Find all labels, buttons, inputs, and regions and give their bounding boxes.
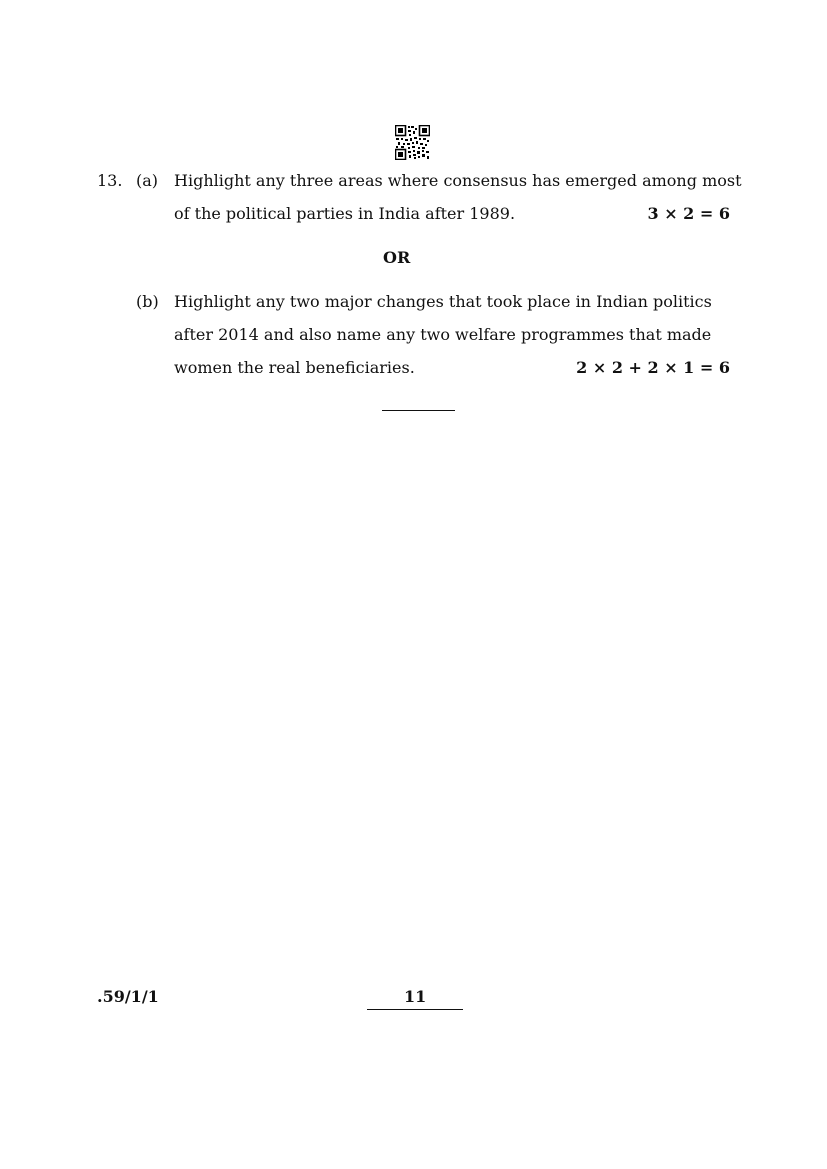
question-number: 13.: [97, 171, 123, 190]
part-a-label: (a): [136, 171, 159, 190]
or-separator: OR: [383, 248, 411, 267]
part-b-label: (b): [136, 292, 159, 311]
part-a-marks: 3 × 2 = 6: [647, 204, 730, 223]
part-b-line-3: women the real beneficiaries.: [174, 358, 415, 377]
part-b-marks: 2 × 2 + 2 × 1 = 6: [576, 358, 730, 377]
part-b-line-2: after 2014 and also name any two welfare programmes that made: [174, 325, 712, 344]
part-a-line-1: Highlight any three areas where consensus has emerged among most: [174, 171, 742, 190]
paper-code: .59/1/1: [97, 987, 159, 1006]
page-number: 11: [404, 987, 427, 1006]
part-a-line-2: of the political parties in India after 1989.: [174, 204, 516, 223]
end-divider: [382, 410, 455, 411]
part-b-line-1: Highlight any two major changes that took place in Indian politics: [174, 292, 712, 311]
qr-code: [395, 125, 430, 160]
page-number-underline: [367, 1009, 463, 1010]
